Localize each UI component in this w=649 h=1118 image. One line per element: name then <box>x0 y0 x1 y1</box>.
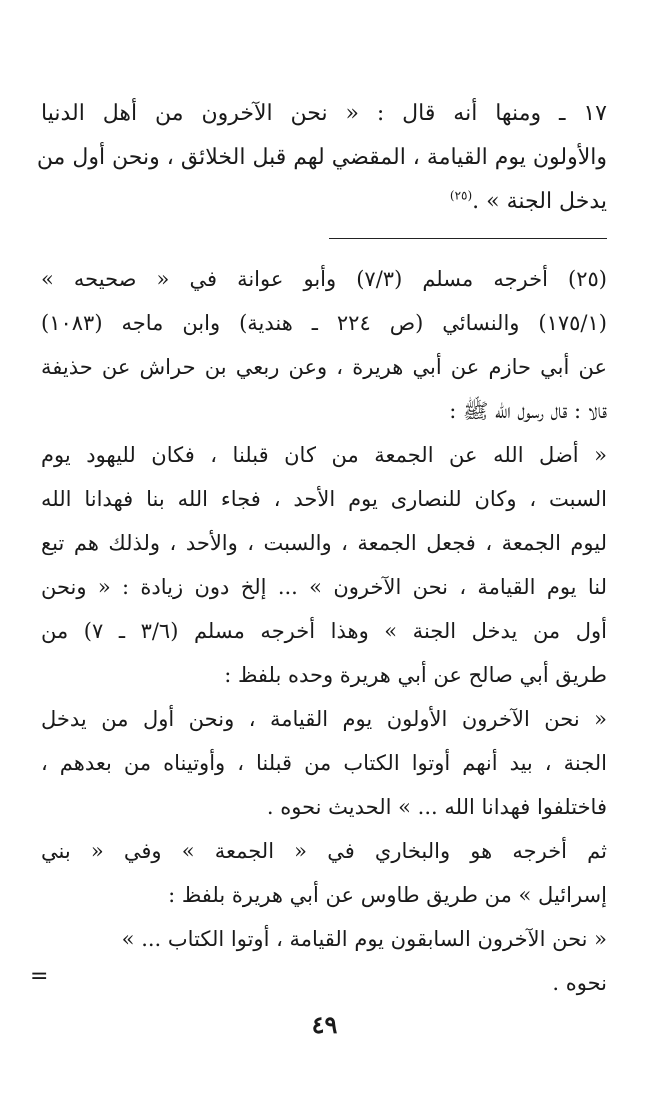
footnote-line: الجنة ، بيد أنهم أوتوا الكتاب من قبلنا ، وأوتيناه من بعدهم ، <box>41 751 607 775</box>
footnote-reference: (٢٥) <box>449 188 473 203</box>
footnote-line: فاختلفوا فهدانا الله ... » الحديث نحوه . <box>266 795 607 819</box>
main-line: ١٧ ـ ومنها أنه قال : « نحن الآخرون من أهل الدنيا <box>41 101 607 126</box>
main-paragraph <box>36 92 607 224</box>
footnote-separator <box>329 238 607 239</box>
footnote-line: نحوه . <box>552 971 607 995</box>
footnote-line: « أضل الله عن الجمعة من كان قبلنا ، فكان لليهود يوم <box>41 443 607 467</box>
footnote-line: (٢٥) أخرجه مسلم (٧/٣) وأبو عوانة في « صحيحه » <box>41 267 607 291</box>
footnote-line: لنا يوم القيامة ، نحن الآخرون » ... إلخ دون زيادة : « ونحن <box>41 575 607 599</box>
footnote-line: قالا : قال رسول الله ﷺ : <box>449 399 607 423</box>
main-line-last <box>41 180 607 224</box>
footnote-line: أول من يدخل الجنة » وهذا أخرجه مسلم (٣/٦ ـ ٧) من <box>41 619 607 643</box>
footnote-line: « نحن الآخرون الأولون يوم القيامة ، ونحن أول من يدخل <box>41 707 607 731</box>
footnote-line: ليوم الجمعة ، فجعل الجمعة ، والسبت ، والأحد ، ولذلك هم تبع <box>41 531 607 555</box>
footnote-line: (١٧٥/١) والنسائي (ص ٢٢٤ ـ هندية) وابن ماجه (١٠٨٣) <box>41 311 607 335</box>
footnote-block <box>41 257 607 1005</box>
footnote-line: طريق أبي صالح عن أبي هريرة وحده بلفظ : <box>224 663 607 687</box>
main-line: والأولون يوم القيامة ، المقضي لهم قبل الخلائق ، ونحن أول من <box>36 145 607 170</box>
footnote-line: ثم أخرجه هو والبخاري في « الجمعة » وفي « بني <box>41 839 607 863</box>
footnote-line: « نحن الآخرون السابقون يوم القيامة ، أوتوا الكتاب ... » <box>121 927 607 951</box>
main-line-text: يدخل الجنة » . <box>472 189 607 214</box>
continuation-mark: = <box>30 964 49 989</box>
footnote-line: السبت ، وكان للنصارى يوم الأحد ، فجاء الله بنا فهدانا الله <box>41 487 607 511</box>
footnote-line: عن أبي حازم عن أبي هريرة ، وعن ربعي بن حراش عن حذيفة <box>41 355 607 379</box>
footnote-line: إسرائيل » من طريق طاوس عن أبي هريرة بلفظ : <box>168 883 607 907</box>
page-number: ٤٩ <box>311 1010 338 1039</box>
